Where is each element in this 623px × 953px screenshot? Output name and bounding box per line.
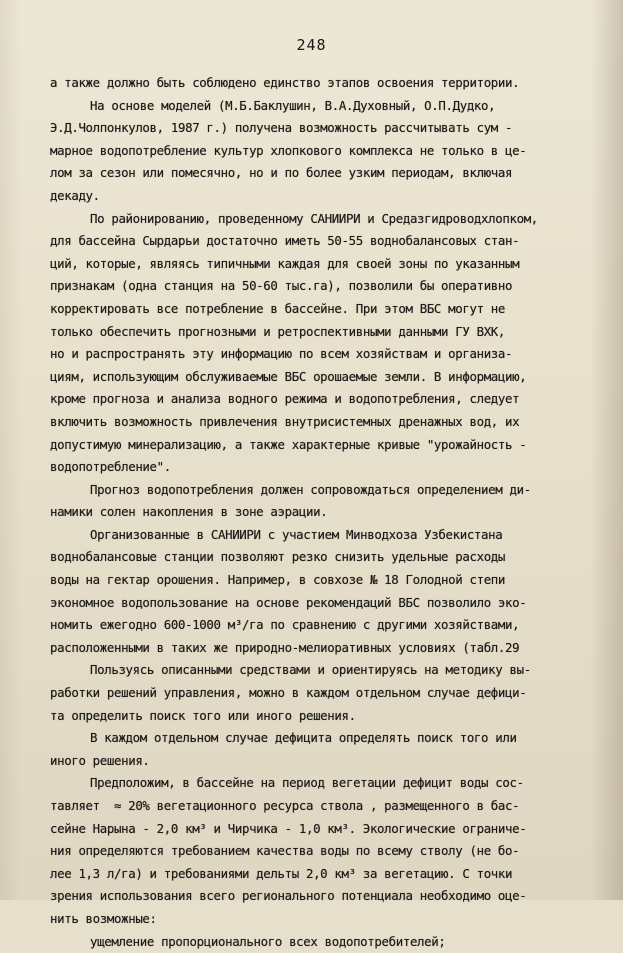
text-line: лом за сезон или помесячно, но и по более узким периодам, включая: [50, 165, 513, 181]
text-line: допустимую минерализацию, а также характерные кривые "урожайность -: [50, 436, 527, 452]
text-line: та определить поиск того или иного решения.: [50, 707, 356, 723]
text-line: декаду.: [50, 187, 100, 203]
text-line: водопотребление".: [50, 459, 171, 475]
text-line: ния определяются требованием качества воды по всему стволу (не бо-: [50, 843, 520, 859]
paragraph: [50, 72, 598, 95]
paragraph: [50, 659, 598, 727]
text-line: марное водопотребление культур хлопкового комплекса не только в це-: [50, 142, 527, 158]
text-line: циям, использующим обслуживаемые ВБС орошаемые земли. В информацию,: [50, 368, 527, 384]
text-line: работки решений управления, можно в каждом отдельном случае дефици-: [50, 685, 527, 701]
text-line: Пользуясь описанными средствами и ориентируясь на методику вы-: [90, 662, 531, 678]
text-line: а также должно быть соблюдено единство этапов освоения территории.: [50, 75, 520, 90]
text-line: расположенными в таких же природно-мелиоративных условиях (табл.29: [50, 639, 520, 655]
text-line: только обеспечить прогнозными и ретроспективными данными ГУ ВХК,: [50, 323, 506, 339]
paragraph: [50, 208, 598, 479]
paragraph: [50, 95, 598, 208]
text-line: В каждом отдельном случае дефицита определять поиск того или: [90, 730, 517, 746]
text-line: корректировать все потребление в бассейне. При этом ВБС могут не: [50, 300, 506, 316]
paragraph: [50, 931, 598, 953]
text-line: воды на гектар орошения. Например, в совхозе № 18 Голодной степи: [50, 572, 506, 588]
text-line: воднобалансовые станции позволяют резко снизить удельные расходы: [50, 549, 506, 565]
text-line: кроме прогноза и анализа водного режима и водопотребления, следует: [50, 391, 520, 407]
page-number: 248: [296, 36, 327, 54]
text-line: тавляет ≈ 20% вегетационного ресурса ствола , размещенного в бас-: [50, 798, 520, 813]
text-line: экономное водопользование на основе рекомендаций ВБС позволило эко-: [50, 594, 527, 610]
text-line: намики солен накопления в зоне аэрации.: [50, 504, 328, 520]
text-line: ций, которые, являясь типичными каждая для своей зоны по указанным: [50, 255, 520, 271]
text-line: для бассейна Сырдарьи достаточно иметь 50-55 воднобалансовых стан-: [50, 233, 520, 249]
text-line: номить ежегодно 600-1000 м³/га по сравнению с другими хозяйствами,: [50, 617, 520, 633]
text-line: Прогноз водопотребления должен сопровождаться определением ди-: [90, 481, 531, 497]
text-line: но и распространять эту информацию по всем хозяйствам и организа-: [50, 346, 513, 362]
text-line: признакам (одна станция на 50-60 тыс.га), позволили бы оперативно: [50, 278, 513, 294]
text-line: включить возможность привлечения внутрисистемных дренажных вод, их: [50, 413, 520, 429]
text-line: сейне Нарына - 2,0 км³ и Чирчика - 1,0 км³. Экологические ограниче-: [50, 820, 527, 836]
text-line: иного решения.: [50, 752, 150, 768]
paragraph: [50, 479, 598, 524]
text-line: лее 1,3 л/га) и требованиями дельты 2,0 км³ за вегетацию. С точки: [50, 865, 513, 881]
document-body: [50, 72, 598, 953]
text-line: На основе моделей (М.Б.Баклушин, В.А.Духовный, О.П.Дудко,: [90, 97, 496, 113]
text-line: По районированию, проведенному САНИИРИ и Средазгидроводхлопком,: [90, 210, 538, 226]
text-line: Предположим, в бассейне на период вегетации дефицит воды сос-: [90, 775, 524, 791]
text-line: Организованные в САНИИРИ с участием Минводхоза Узбекистана: [90, 526, 503, 542]
text-line: нить возможные:: [50, 910, 157, 926]
paragraph: [50, 524, 598, 660]
text-line: зрения использования всего регионального потенциала необходимо оце-: [50, 888, 527, 904]
paragraph: [50, 727, 598, 772]
paragraph: [50, 772, 598, 930]
text-line: Э.Д.Чолпонкулов, 1987 г.) получена возможность рассчитывать сум -: [50, 120, 513, 136]
text-line: ущемление пропорционального всех водопотребителей;: [90, 933, 446, 949]
